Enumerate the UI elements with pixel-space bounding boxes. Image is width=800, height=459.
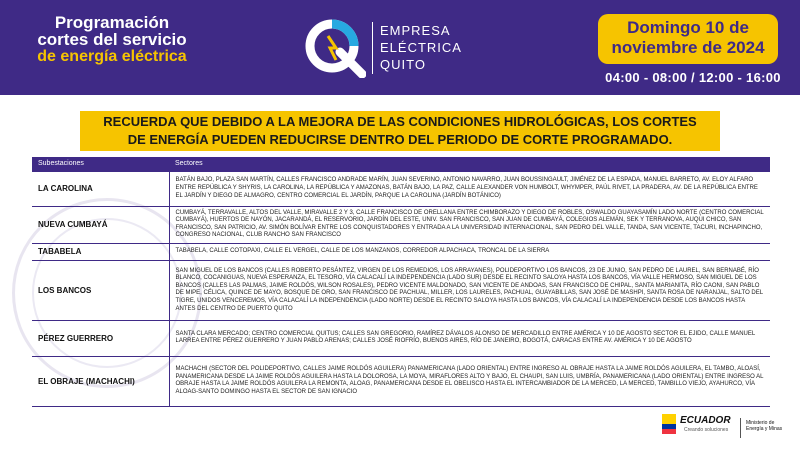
logo-separator <box>372 22 373 74</box>
header-sectors: Sectores <box>169 157 770 171</box>
substation-cell: TABABELA <box>32 243 169 260</box>
title-line-1: Programación <box>54 13 170 32</box>
table-row <box>32 260 770 320</box>
header-banner <box>0 0 800 95</box>
sectors-cell: TABABELA, CALLE COTOPAXI, CALLE EL VERGEL, CALLE DE LOS MANZANOS, CORREDOR ALPACHACA, TRONCAL DE LA SIERRA <box>169 243 770 260</box>
substation-cell: LOS BANCOS <box>32 260 169 320</box>
ministry-name <box>746 420 794 432</box>
ecuador-flag-icon <box>662 414 676 434</box>
outage-hours: 04:00 - 08:00 / 12:00 - 16:00 <box>605 70 781 85</box>
notice-line-1: RECUERDA QUE DEBIDO A LA MEJORA DE LAS CONDICIONES HIDROLÓGICAS, LOS CORTES <box>103 114 697 129</box>
substation-cell: NUEVA CUMBAYÁ <box>32 206 169 243</box>
table-row <box>32 171 770 206</box>
ecuador-tagline: Creando soluciones <box>684 427 729 433</box>
schedule-table <box>32 157 770 407</box>
sectors-cell: SANTA CLARA MERCADO; CENTRO COMERCIAL QUITUS; CALLES SAN GREGORIO, RAMÍREZ DÁVALOS ALONSO DE MERCADILLO ENTRE AMÉRICA Y 10 DE AGOSTO SECTOR EL EJIDO, CALLE MANUEL LARREA ENTRE PÉREZ GUERRERO Y JUAN PABLO ARENAS; CALLES JOSÉ RIOFRÍO, BUENOS AIRES, RÍO DE JANEIRO, BOGOTÁ, CARACAS ENTRE AV. AMÉRICA Y 10 DE AGOSTO <box>169 320 770 356</box>
sectors-cell: MACHACHI (SECTOR DEL POLIDEPORTIVO, CALLES JAIME ROLDÓS AGUILERA) PANAMERICANA (LADO ORIENTAL) ENTRE INGRESO AL OBRAJE HASTA LA JAIME ROLDÓS AGUILERA, EL TAMBO, ALOASÍ, PANAMERICANA DESDE LA JAIME ROLDÓS AGUILERA HASTA LA DOLOROSA, LA MOYA, MIRAFLORES ALTO Y BAJO, EL CHAUPI, SAN LUIS, UMBRÍA, PANAMERICANA (LADO ORIENTAL) ENTRE INGRESO AL OBRAJE HASTA LA JAIME ROLDÓS AGUILERA LA REMONTA, ALOAG, PANAMERICANA DESDE EL OBELISCO HASTA EL INTERCAMBIADOR DE LA MERCED, LA MERCED, TAMBILLO VIEJO, AYAHURCO, VÍA ALOAG-SANTO DOMINGO HASTA EL SECTOR DE SAN IGNACIO <box>169 356 770 406</box>
substation-cell: LA CAROLINA <box>32 171 169 206</box>
footer-separator <box>740 418 741 438</box>
header-substations: Subestaciones <box>32 157 169 171</box>
sectors-cell: CUMBAYÁ, TERRAVALLE, ALTOS DEL VALLE, MIRAVALLE 2 Y 3, CALLE FRANCISCO DE ORELLANA ENTRE CHIMBORAZO Y DIEGO DE ROBLES, OSWALDO GUAYASAMÍN LADO NORTE (CENTRO COMERCIAL CUMBAYÁ), HUERTOS DE NAYÓN, JACARANDÁ, EL RESERVORIO, JARDÍN DEL ESTE, UNIV. SAN FRANCISCO, SAN JUAN DE CUMBAYÁ, COLEGIOS ALEMÁN, SEK Y TERRANOVA, AUQUI CHICO, SAN FRANCISCO, SAN PATRICIO, AV. SIMÓN BOLÍVAR ENTRE LOS CONQUISTADORES Y ENTRADA A LA UNIVERSIDAD INTERNACIONAL, SAN PEDRO DEL VALLE, TANDA, SAN VICENTE, TACURI, INCHAPINCHO, CONGRESO NACIONAL, CLUB RANCHO SAN FRANCISCO <box>169 206 770 243</box>
eeq-logo-icon <box>304 18 366 78</box>
title-line-2: cortes del servicio <box>37 30 187 49</box>
company-line-3: QUITO <box>380 57 426 72</box>
table-row <box>32 206 770 243</box>
ecuador-brand: ECUADOR <box>680 415 731 426</box>
table-row <box>32 243 770 260</box>
title-line-3: de energía eléctrica <box>37 48 187 65</box>
sectors-cell: SAN MIGUEL DE LOS BANCOS (CALLES ROBERTO PESÁNTEZ, VIRGEN DE LOS REMEDIOS, LOS ARRAYANES), POLIDEPORTIVO LOS BANCOS, 23 DE JUNIO, SAN PEDRO DE LAUREL, SAN BERNABÉ, RÍO BLANCO, COCANIGUAS, NUEVA ESPERANZA, EL TESORO, VÍA CALACALÍ LA INDEPENDENCIA (LADO SUR) DESDE EL RECINTO SALOYA HASTA LOS BANCOS, VÍA VALLE HERMOSO, SAN MIGUEL DE LOS BANCOS (CALLES LAS PALMAS, JAIME ROLDÓS, WILSON ROSALES), PEDRO VICENTE MALDONADO, SAN VICENTE DE ANDOAS, SAN FRANCISCO DE CHIPAL, SANTA MARIANITA, RÍO CAONI, SAN PABLO DE MIPE, CÉLICA, QUINCE DE MAYO, BOSQUE DE ORO, SAN FRANCISCO DE PACHUAL, MILLER, LOS LAURELES, PACHUAL, GUAYABILLAS, SAN JOSÉ DE MASHPI, SANTA ROSA DE NARANJAL, SALTO DEL TIGRE, UNIDOS VENCEREMOS, VÍA CALACALÍ LA INDEPENDENCIA (LADO NORTE) DESDE EL RECINTO SALOYA HASTA LOS BANCOS, VÍA CALACALÍ LA INDEPENDENCIA DESDE LOS BANCOS HASTA ANTES DEL CENTRO DE PUERTO QUITO <box>169 260 770 320</box>
ministry-line-2: Energía y Minas <box>746 426 783 432</box>
notice-text <box>40 113 760 149</box>
substation-cell: PÉREZ GUERRERO <box>32 320 169 356</box>
ministry-line-1: Ministerio de <box>746 420 775 426</box>
table-header-row <box>32 157 770 171</box>
page-title <box>22 14 202 65</box>
table-row <box>32 356 770 406</box>
company-line-1: EMPRESA <box>380 23 451 38</box>
company-name <box>380 22 462 73</box>
date-badge <box>598 14 778 64</box>
substation-cell: EL OBRAJE (MACHACHI) <box>32 356 169 406</box>
company-line-2: ELÉCTRICA <box>380 40 462 55</box>
notice-line-2: DE ENERGÍA PUEDEN REDUCIRSE DENTRO DEL PERIODO DE CORTE PROGRAMADO. <box>127 132 673 147</box>
date-line-2: noviembre de 2024 <box>611 38 765 57</box>
sectors-cell: BATÁN BAJO, PLAZA SAN MARTÍN, CALLES FRANCISCO ANDRADE MARÍN, JUAN SEVERINO, ANTONIO NAVARRO, JUAN BOUSSINGAULT, JIMÉNEZ DE LA ESPADA, MANUEL BARRETO, AV. ELOY ALFARO ENTRE REPÚBLICA Y SHYRIS, LA CAROLINA, LA REPÚBLICA Y AMAZONAS, BATÁN BAJO, LA PAZ, CALLE ALEXANDER VON HUMBOLT, WHYMPER, PAÚL RIVET, LA PRADERA, AV. DE LA REPÚBLICA ENTRE EL JARDÍN Y DIEGO DE ALMAGRO, CENTRO COMERCIAL EL JARDÍN, PARQUE LA CAROLINA (JARDÍN BOTÁNICO) <box>169 171 770 206</box>
date-line-1: Domingo 10 de <box>627 18 749 37</box>
table-row <box>32 320 770 356</box>
